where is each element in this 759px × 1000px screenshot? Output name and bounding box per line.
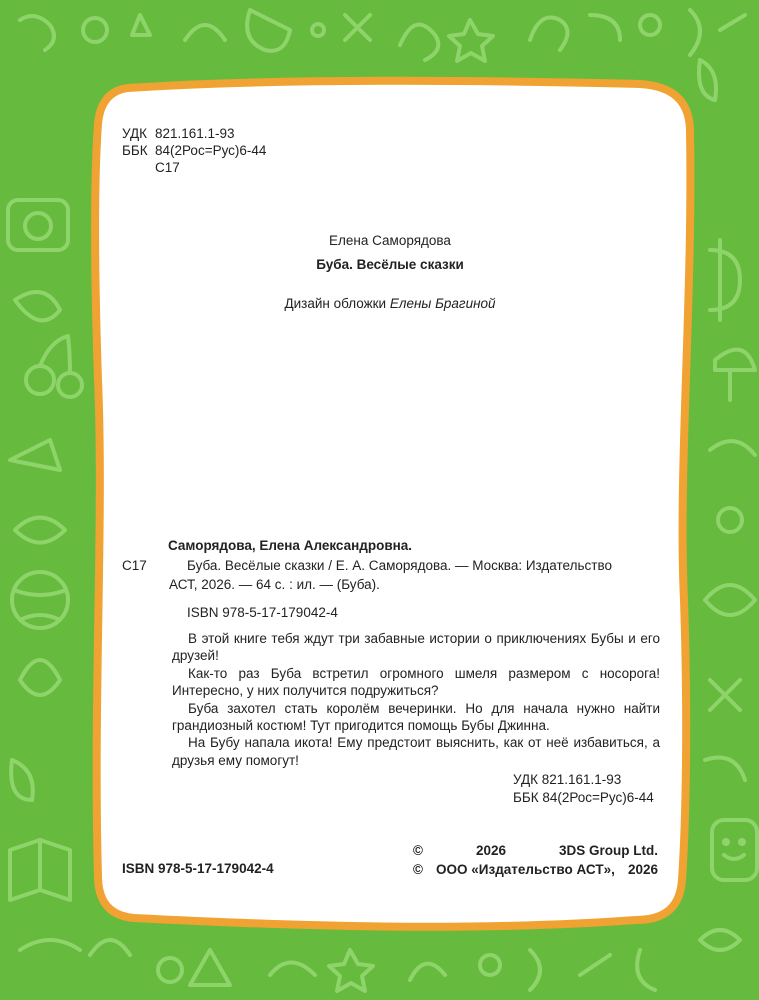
book-title: Буба. Весёлые сказки [316,257,464,272]
design-credit-name: Елены Брагиной [389,296,496,311]
annotation-paragraph: Как-то раз Буба встретил огромного шмеля размером с носорога! Интересно, у них получится подружиться? [172,665,660,699]
catalog-line-1: Буба. Весёлые сказки / Е. А. Саморядова. — Москва: Издательство [187,558,612,573]
design-credit [240,295,540,312]
author-sign-top: С17 [155,160,180,175]
catalog-author-sign: С17 [122,558,147,573]
copyright-year: 2026 [627,862,658,877]
catalog-line-2: АСТ, 2026. — 64 с. : ил. — (Буба). [169,577,380,592]
copyright-year: 2026 [475,843,506,858]
annotation-paragraph: В этой книге тебя ждут три забавные истории о приключениях Бубы и его друзей! [172,631,660,664]
udk-value: 821.161.1-93 [155,126,235,141]
bottom-isbn: ISBN 978-5-17-179042-4 [122,861,274,876]
author-name: Елена Саморядова [329,233,451,248]
catalog-heading: Саморядова, Елена Александровна. [168,538,413,553]
copyright-line-2 [413,861,658,878]
annotation-paragraph: Буба захотел стать королём вечеринки. Но для начала нужно найти грандиозный костюм! Тут пригодится помощь Бубы Джинна. [172,700,660,734]
copyright-holder: 3DS Group Ltd. [559,843,658,858]
copyright-line-1 [413,842,658,859]
bottom-bbk: ББК 84(2Рос=Рус)6-44 [513,790,654,805]
udk-label: УДК [122,126,147,141]
annotation-paragraph: На Бубу напала икота! Ему предстоит выяснить, как от неё избавиться, а друзья ему помогут! [172,735,660,768]
copyright-holder: ООО «Издательство АСТ», [436,862,615,877]
bottom-udk: УДК 821.161.1-93 [513,772,622,787]
copyright-symbol: © [413,862,423,877]
copyright-symbol: © [413,843,423,858]
design-credit-prefix: Дизайн обложки [284,296,387,311]
bbk-label: ББК [122,143,148,158]
catalog-isbn: ISBN 978-5-17-179042-4 [187,605,338,620]
annotation [172,630,660,769]
bbk-value: 84(2Рос=Рус)6-44 [155,143,267,158]
